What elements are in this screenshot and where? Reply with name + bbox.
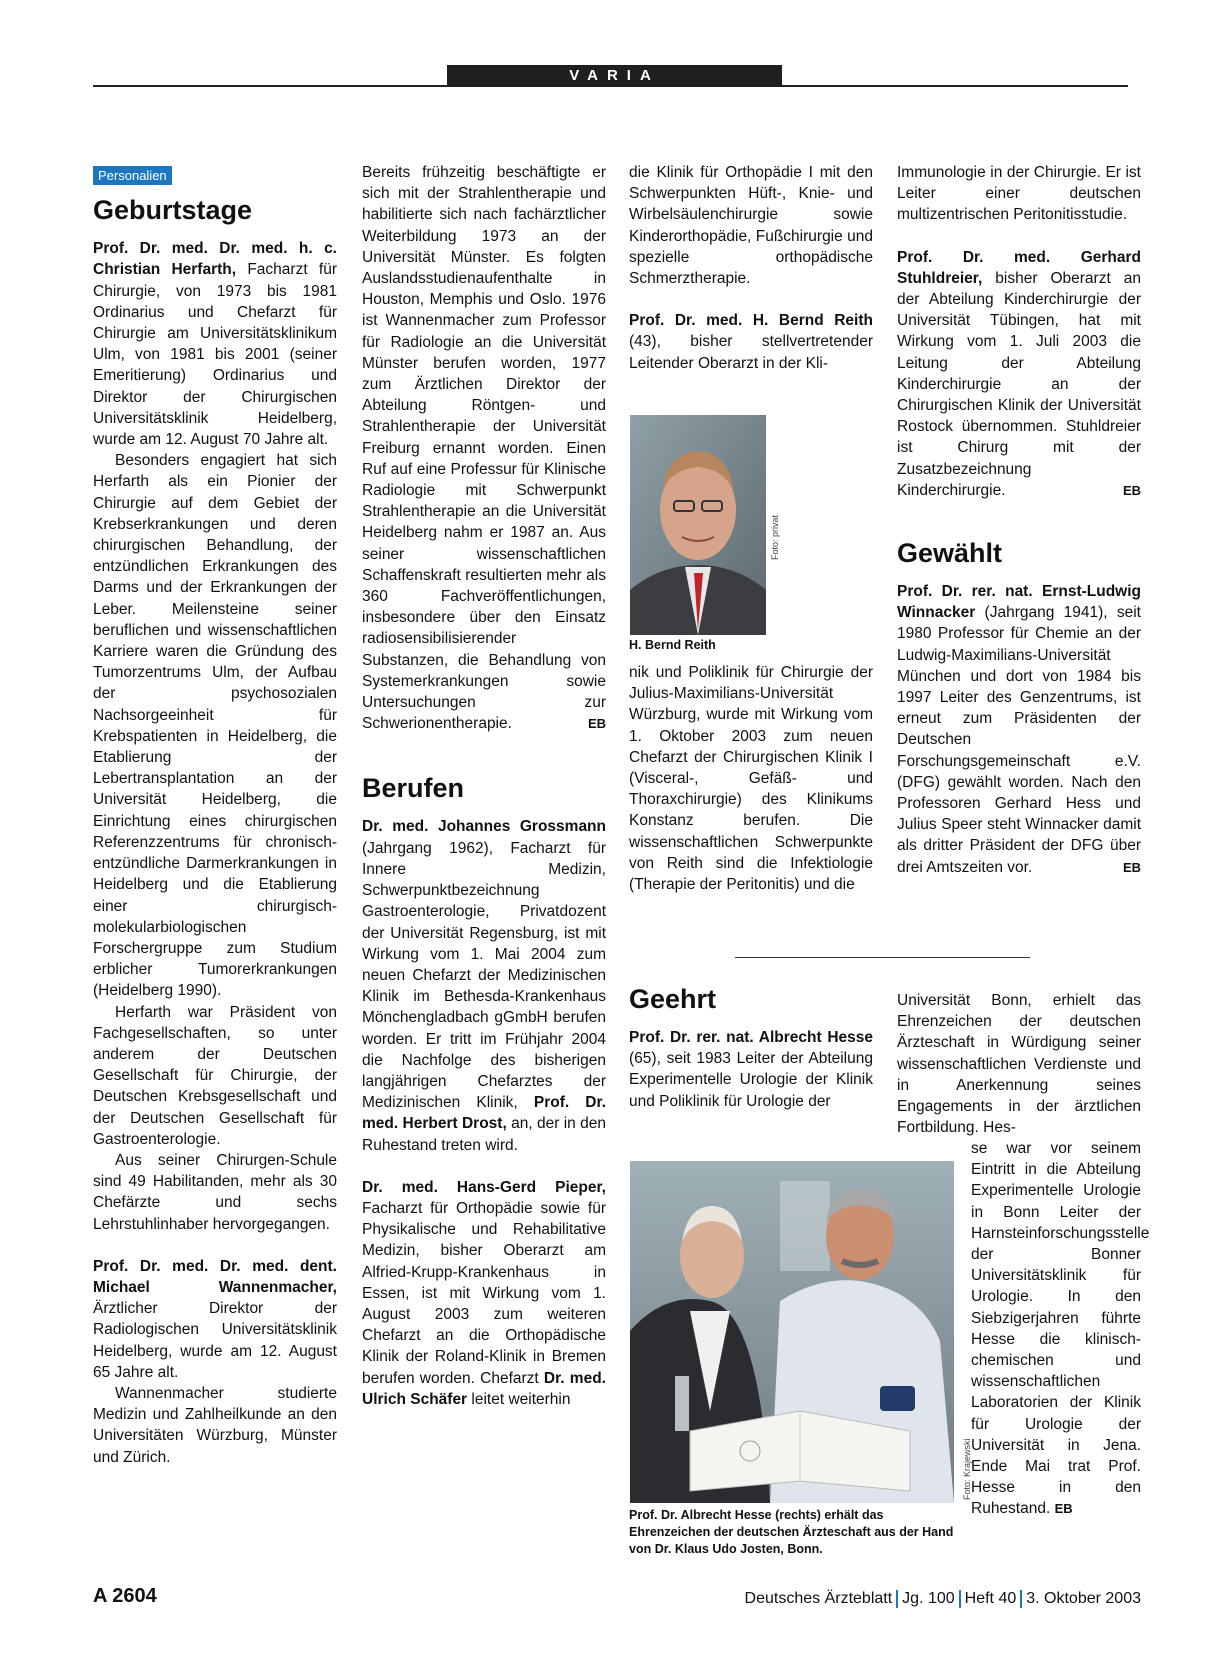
column-3 — [629, 162, 873, 374]
paragraph-text: (Jahrgang 1962), Facharzt für Innere Medizin, Schwerpunktbezeichnung Gastroenterologie, Privatdozent der Universität Regensburg, ist mit Wirkung vom 1. Mai 2004 zum neuen Chefarzt der Medizinischen Klinik im Bethesda-Krankenhaus Mönchengladbach gGmbH berufen worden. Er tritt im Frühjahr 2004 die Nachfolge des bisherigen langjährigen Chefarztes der Medizinischen Klinik, — [362, 839, 606, 1112]
paragraph — [629, 310, 873, 374]
author-tag: EB — [587, 716, 606, 732]
person-name: Dr. med. Ulrich Schäfer — [362, 1369, 606, 1408]
person-name: Prof. Dr. med. Dr. med. dent. Michael Wannenmacher, — [93, 1257, 337, 1296]
author-tag: EB — [1054, 1501, 1073, 1517]
paragraph — [362, 1177, 606, 1410]
person-name: Prof. Dr. med. Herbert Drost, — [362, 1094, 606, 1133]
paragraph: die Klinik für Orthopädie I mit den Schwerpunkten Hüft-, Knie- und Wirbelsäulenchirurgie sowie Kinderorthopädie, Fußchirurgie und spezielle orthopädische Schmerztherapie. — [629, 164, 873, 288]
journal-issue: Heft 40 — [964, 1590, 1017, 1608]
person-name: Prof. Dr. rer. nat. Albrecht Hesse — [629, 1029, 873, 1046]
person-name: Prof. Dr. med. H. Bernd Reith — [629, 312, 873, 330]
photo-credit: Foto: Krajewski — [962, 1438, 972, 1500]
paragraph-text: se war vor seinem Eintritt in die Abteilung Experimentelle Urologie in Bonn Leiter der Harnsteinforschungsstelle der Bonner Universitätsklinik für Urologie. In den Siebzigerjahren führte Hesse die klinisch-chemischen und wissenschaftlichen Laboratorien der Klinik für Urologie der Universität in Jena. Ende Mai trat Prof. Hesse in den Ruhestand. — [971, 1140, 1150, 1518]
portrait-photo — [630, 415, 766, 635]
journal-volume: Jg. 100 — [902, 1590, 955, 1608]
journal-info — [745, 1590, 1141, 1608]
geehrt-continued-narrow — [971, 1138, 1150, 1520]
heading-geehrt: Geehrt — [629, 984, 717, 1014]
category-badge: Personalien — [93, 166, 172, 185]
person-name: Prof. Dr. rer. nat. Ernst-Ludwig Winnacker — [897, 583, 1141, 622]
paragraph-text: an, der in den Ruhestand treten wird. — [362, 1115, 606, 1154]
person-name: Prof. Dr. med. Dr. med. h. c. Christian Herfarth, — [93, 240, 337, 279]
paragraph-text: bisher Oberarzt an der Abteilung Kinderchirurgie der Universität Tübingen, hat mit Wirkung vom 1. Juli 2003 die Leitung der Abteilung Kinderchirurgie an der Chirurgischen Klinik der Universität Rostock übernommen. Stuhldreier ist Chirurg mit der Zusatzbezeichnung Kinderchirurgie. — [897, 269, 1141, 499]
author-tag: EB — [1122, 859, 1141, 875]
award-photo — [630, 1161, 954, 1503]
paragraph: Wannenmacher studierte Medizin und Zahlheilkunde an den Universitäten Würzburg, Münster und Zürich. — [93, 1384, 337, 1466]
paragraph — [629, 1027, 873, 1112]
photo-credit: Foto: privat — [770, 514, 780, 560]
paragraph-text: Ärztlicher Direktor der Radiologischen Universitätsklinik Heidelberg, wurde am 12. August 65 Jahre alt. — [93, 1300, 337, 1381]
section-divider — [735, 957, 1030, 958]
author-tag: EB — [1122, 482, 1141, 498]
paragraph — [362, 162, 606, 734]
section-header: VARIA — [447, 65, 782, 86]
paragraph — [897, 581, 1141, 878]
column-2 — [362, 162, 606, 1410]
column-1 — [93, 165, 337, 1468]
page-number: A 2604 — [93, 1585, 157, 1607]
paragraph: nik und Poliklinik für Chirurgie der Julius-Maximilians-Universität Würzburg, wurde mit Wirkung vom 1. Oktober 2003 zum neuen Chefarzt der Chirurgischen Klinik I (Visceral-, Gefäß- und Thoraxchirurgie) des Klinikums Konstanz berufen. Die wissenschaftlichen Schwerpunkte von Reith sind die Infektiologie (Therapie der Peritonitis) und die — [629, 664, 873, 894]
paragraph-text: Bereits frühzeitig beschäftigte er sich mit der Strahlentherapie und habilitierte sich nach fachärztlicher Weiterbildung 1973 an der Universität Münster. Es folgten Auslandsstudienaufenthalte in Houston, Memphis und Oslo. 1976 ist Wannenmacher zum Professor für Radiologie an die Universität Münster berufen worden, 1977 zum Ärztlichen Direktor der Abteilung Röntgen- und Strahlentherapie der Universität Freiburg ernannt worden. Einen Ruf auf eine Professur für Klinische Radiologie mit Schwerpunkt Strahlentherapie an die Universität Heidelberg nahm er 1987 an. Aus seiner wissenschaftlichen Schaffenskraft resultierten mehr als 360 Fachveröffentlichungen, insbesondere über den Einsatz radiosensibilisierender Substanzen, die Behandlung von Systemerkrankungen sowie Untersuchungen zur Schwerionentherapie. — [362, 164, 606, 733]
column-3-continued — [629, 662, 873, 895]
journal-date: 3. Oktober 2003 — [1026, 1590, 1141, 1608]
paragraph-text: Facharzt für Orthopädie sowie für Physikalische und Rehabilitative Medizin, bisher Oberarzt am Alfried-Krupp-Krankenhaus in Essen, ist mit Wirkung vom 1. August 2003 zum weiteren Chefarzt an die Orthopädische Klinik der Roland-Klinik in Bremen berufen worden. Chefarzt — [362, 1199, 606, 1387]
paragraph — [93, 238, 337, 450]
journal-name: Deutsches Ärzteblatt — [744, 1590, 893, 1608]
paragraph — [971, 1138, 1150, 1520]
person-name: Dr. med. Johannes Grossmann — [362, 818, 606, 836]
geehrt-continued — [897, 990, 1141, 1138]
heading-gewaehlt: Gewählt — [897, 538, 1003, 569]
paragraph: Herfarth war Präsident von Fachgesellschaften, so unter anderem der Deutschen Gesellschaft für Chirurgie, der Deutschen Krebsgesellschaft und der Deutschen Gesellschaft für Gastroenterologie. — [93, 1003, 337, 1148]
paragraph-text: (Jahrgang 1941), seit 1980 Professor für Chemie an der Ludwig-Maximilians-Universität München und dort von 1984 bis 1997 Leiter des Genzentrums, ist erneut zum Präsidenten der Deutschen Forschungsgemeinschaft e.V. (DFG) gewählt worden. Nach den Professoren Gerhard Hess und Julius Speer steht Winnacker damit als dritter Präsident der DFG über drei Amtszeiten vor. — [897, 604, 1141, 876]
paragraph — [362, 816, 606, 1155]
paragraph-text: leitet weiterhin — [467, 1390, 571, 1408]
heading-geburtstage: Geburtstage — [93, 195, 253, 226]
paragraph — [897, 247, 1141, 501]
paragraph: Immunologie in der Chirurgie. Er ist Leiter einer deutschen multizentrischen Peritonitisstudie. — [897, 164, 1141, 224]
paragraph — [93, 1256, 337, 1383]
paragraph: Besonders engagiert hat sich Herfarth als ein Pionier der Chirurgie auf dem Gebiet der Krebserkrankungen und deren chirurgischen Behandlung, der entzündlichen Erkrankungen des Darms und der Erkrankungen der Leber. Meilensteine seiner beruflichen und wissenschaftlichen Karriere waren die Gründung des Tumorzentrums Ulm, der Aufbau der psychosozialen Nachsorgeeinheit für Krebspatienten in Heidelberg, die Etablierung der Lebertransplantation an der Universität Heidelberg, die Einrichtung eines chirurgischen Referenzzentrums für chronisch-entzündliche Darmerkrankungen in Heidelberg und die Etablierung einer chirurgisch-molekularbiologischen Forschergruppe zum Studium erblicher Tumorerkrankungen (Heidelberg 1990). — [93, 452, 337, 1000]
photo-caption: Prof. Dr. Albrecht Hesse (rechts) erhält das Ehrenzeichen der deutschen Ärzteschaft aus der Hand von Dr. Klaus Udo Josten, Bonn. — [629, 1508, 954, 1556]
column-4 — [897, 162, 1141, 878]
photo-caption: H. Bernd Reith — [629, 638, 716, 652]
paragraph-text: (65), seit 1983 Leiter der Abteilung Experimentelle Urologie der Klinik und Poliklinik für Urologie der — [629, 1050, 873, 1110]
paragraph-text: Facharzt für Chirurgie, von 1973 bis 1981 Ordinarius und Chefarzt für Chirurgie am Universitätsklinikum Ulm, von 1981 bis 2001 (seiner Emeritierung) Ordinarius und Direktor der Chirurgischen Universitätsklinik Heidelberg, wurde am 12. August 70 Jahre alt. — [93, 261, 337, 449]
person-name: Prof. Dr. med. Gerhard Stuhldreier, — [897, 248, 1141, 287]
paragraph-text: (43), bisher stellvertretender Leitender Oberarzt in der Kli- — [629, 333, 873, 372]
heading-berufen: Berufen — [362, 773, 465, 804]
geehrt-section — [629, 983, 873, 1112]
person-name: Dr. med. Hans-Gerd Pieper, — [362, 1178, 606, 1196]
paragraph: Universität Bonn, erhielt das Ehrenzeichen der deutschen Ärzteschaft in Würdigung seiner wissenschaftlichen Verdienste und in Anerkennung seines Engagements in der ärztlichen Fortbildung. Hes- — [897, 992, 1141, 1137]
paragraph: Aus seiner Chirurgen-Schule sind 49 Habilitanden, mehr als 30 Chefärzte und sechs Lehrstuhlinhaber hervorgegangen. — [93, 1151, 337, 1233]
